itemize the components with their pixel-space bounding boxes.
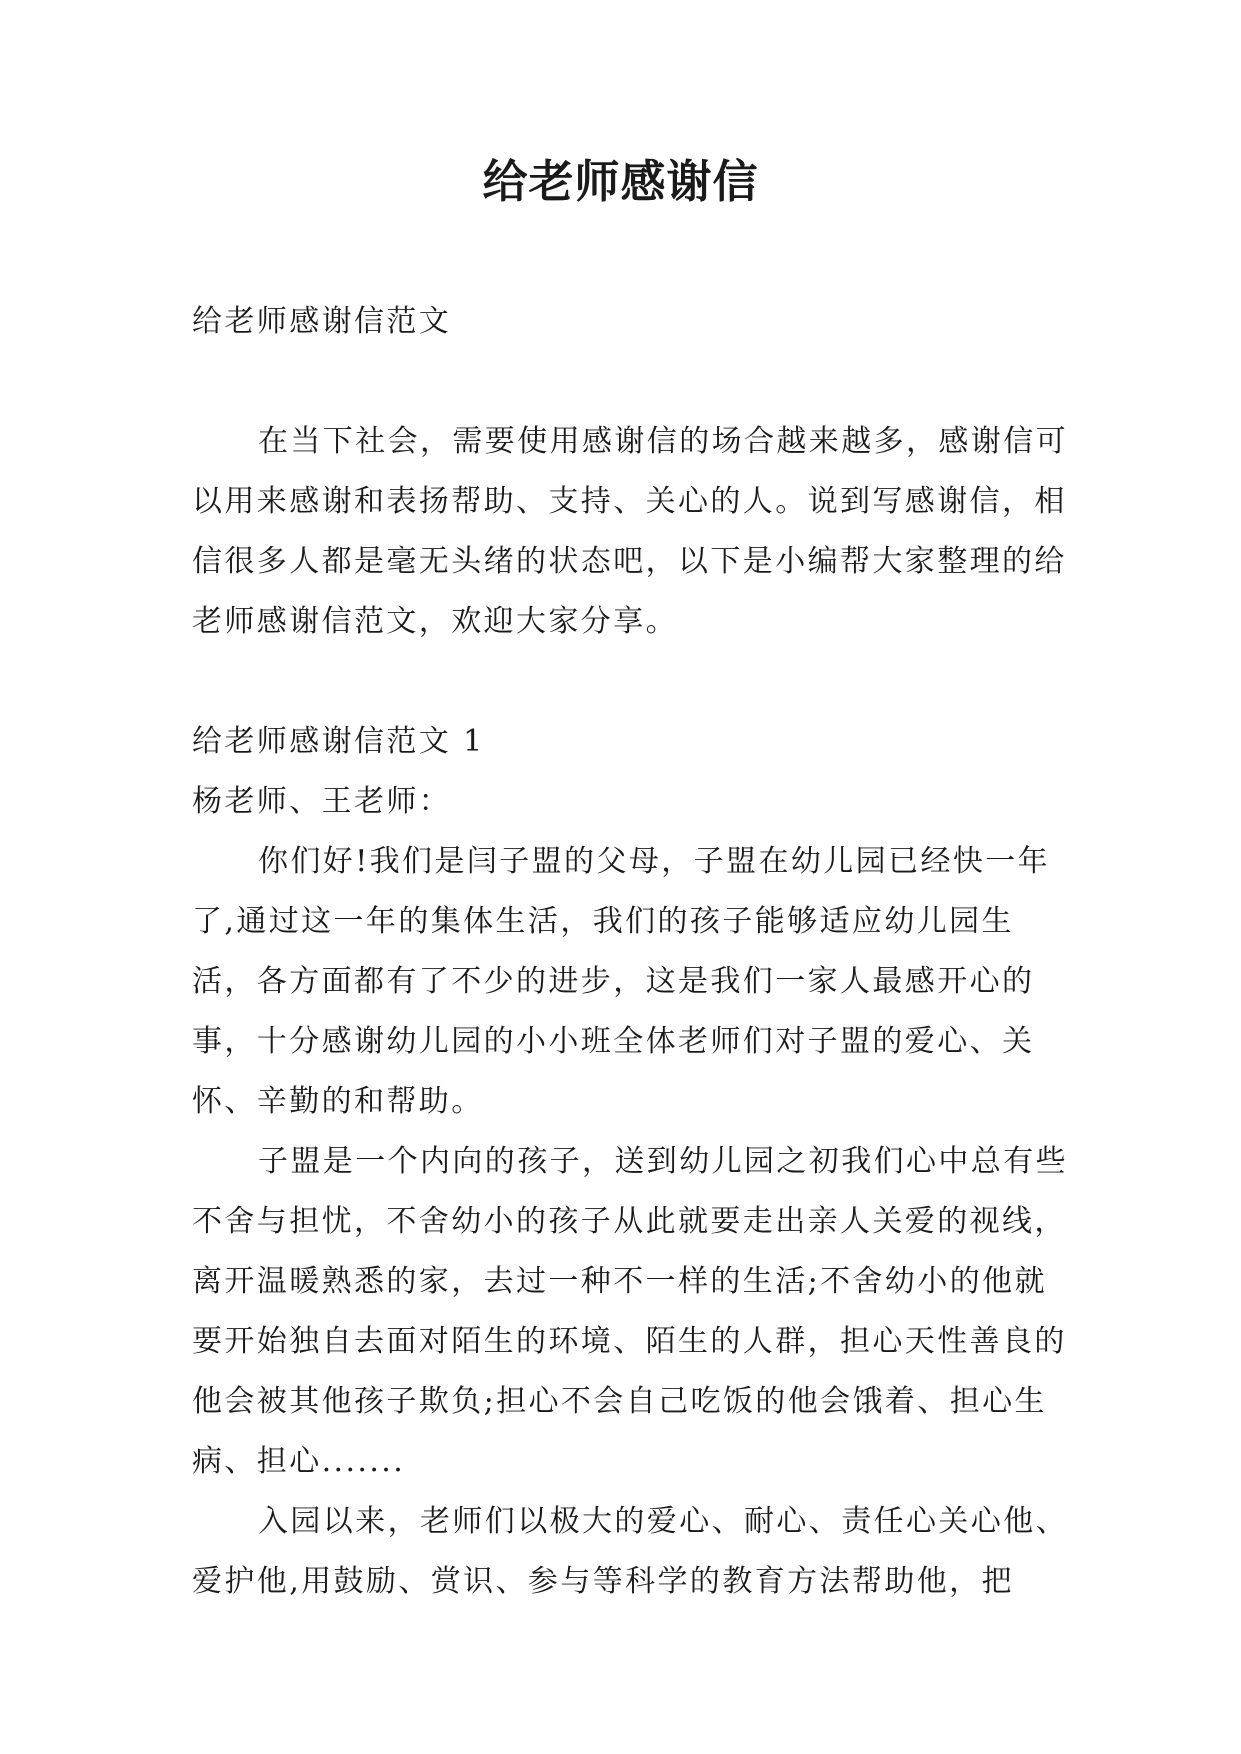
document-subtitle: 给老师感谢信范文: [192, 304, 452, 339]
body-paragraph: 你们好!我们是闫子盟的父母，子盟在幼儿园已经快一年了,通过这一年的集体生活，我们的孩子能够适应幼儿园生活，各方面都有了不少的进步，这是我们一家人最感开心的事，十分感谢幼儿园的小小班全体老师们对子盟的爱心、关怀、辛勤的和帮助。: [192, 844, 1051, 1119]
body-paragraph: 子盟是一个内向的孩子，送到幼儿园之初我们心中总有些不舍与担忧，不舍幼小的孩子从此就要走出亲人关爱的视线，离开温暖熟悉的家，去过一种不一样的生活;不舍幼小的他就要开始独自去面对陌生的环境、陌生的人群，担心天性善良的他会被其他孩子欺负;担心不会自己吃饭的他会饿着、担心生病、担心.......: [192, 1144, 1068, 1479]
document-body: [192, 292, 1072, 1612]
spacer: [192, 652, 1072, 712]
intro-paragraph: 在当下社会，需要使用感谢信的场合越来越多，感谢信可以用来感谢和表扬帮助、支持、关心的人。说到写感谢信，相信很多人都是毫无头绪的状态吧，以下是小编帮大家整理的给老师感谢信范文，欢迎大家分享。: [192, 424, 1068, 639]
spacer: [192, 352, 1072, 412]
document-title: 给老师感谢信: [482, 155, 759, 208]
section-heading: 给老师感谢信范文 1: [192, 724, 485, 759]
body-paragraph: 入园以来，老师们以极大的爱心、耐心、责任心关心他、爱护他,用鼓励、赏识、参与等科学的教育方法帮助他，把: [192, 1504, 1068, 1599]
salutation: 杨老师、王老师：: [192, 784, 452, 819]
